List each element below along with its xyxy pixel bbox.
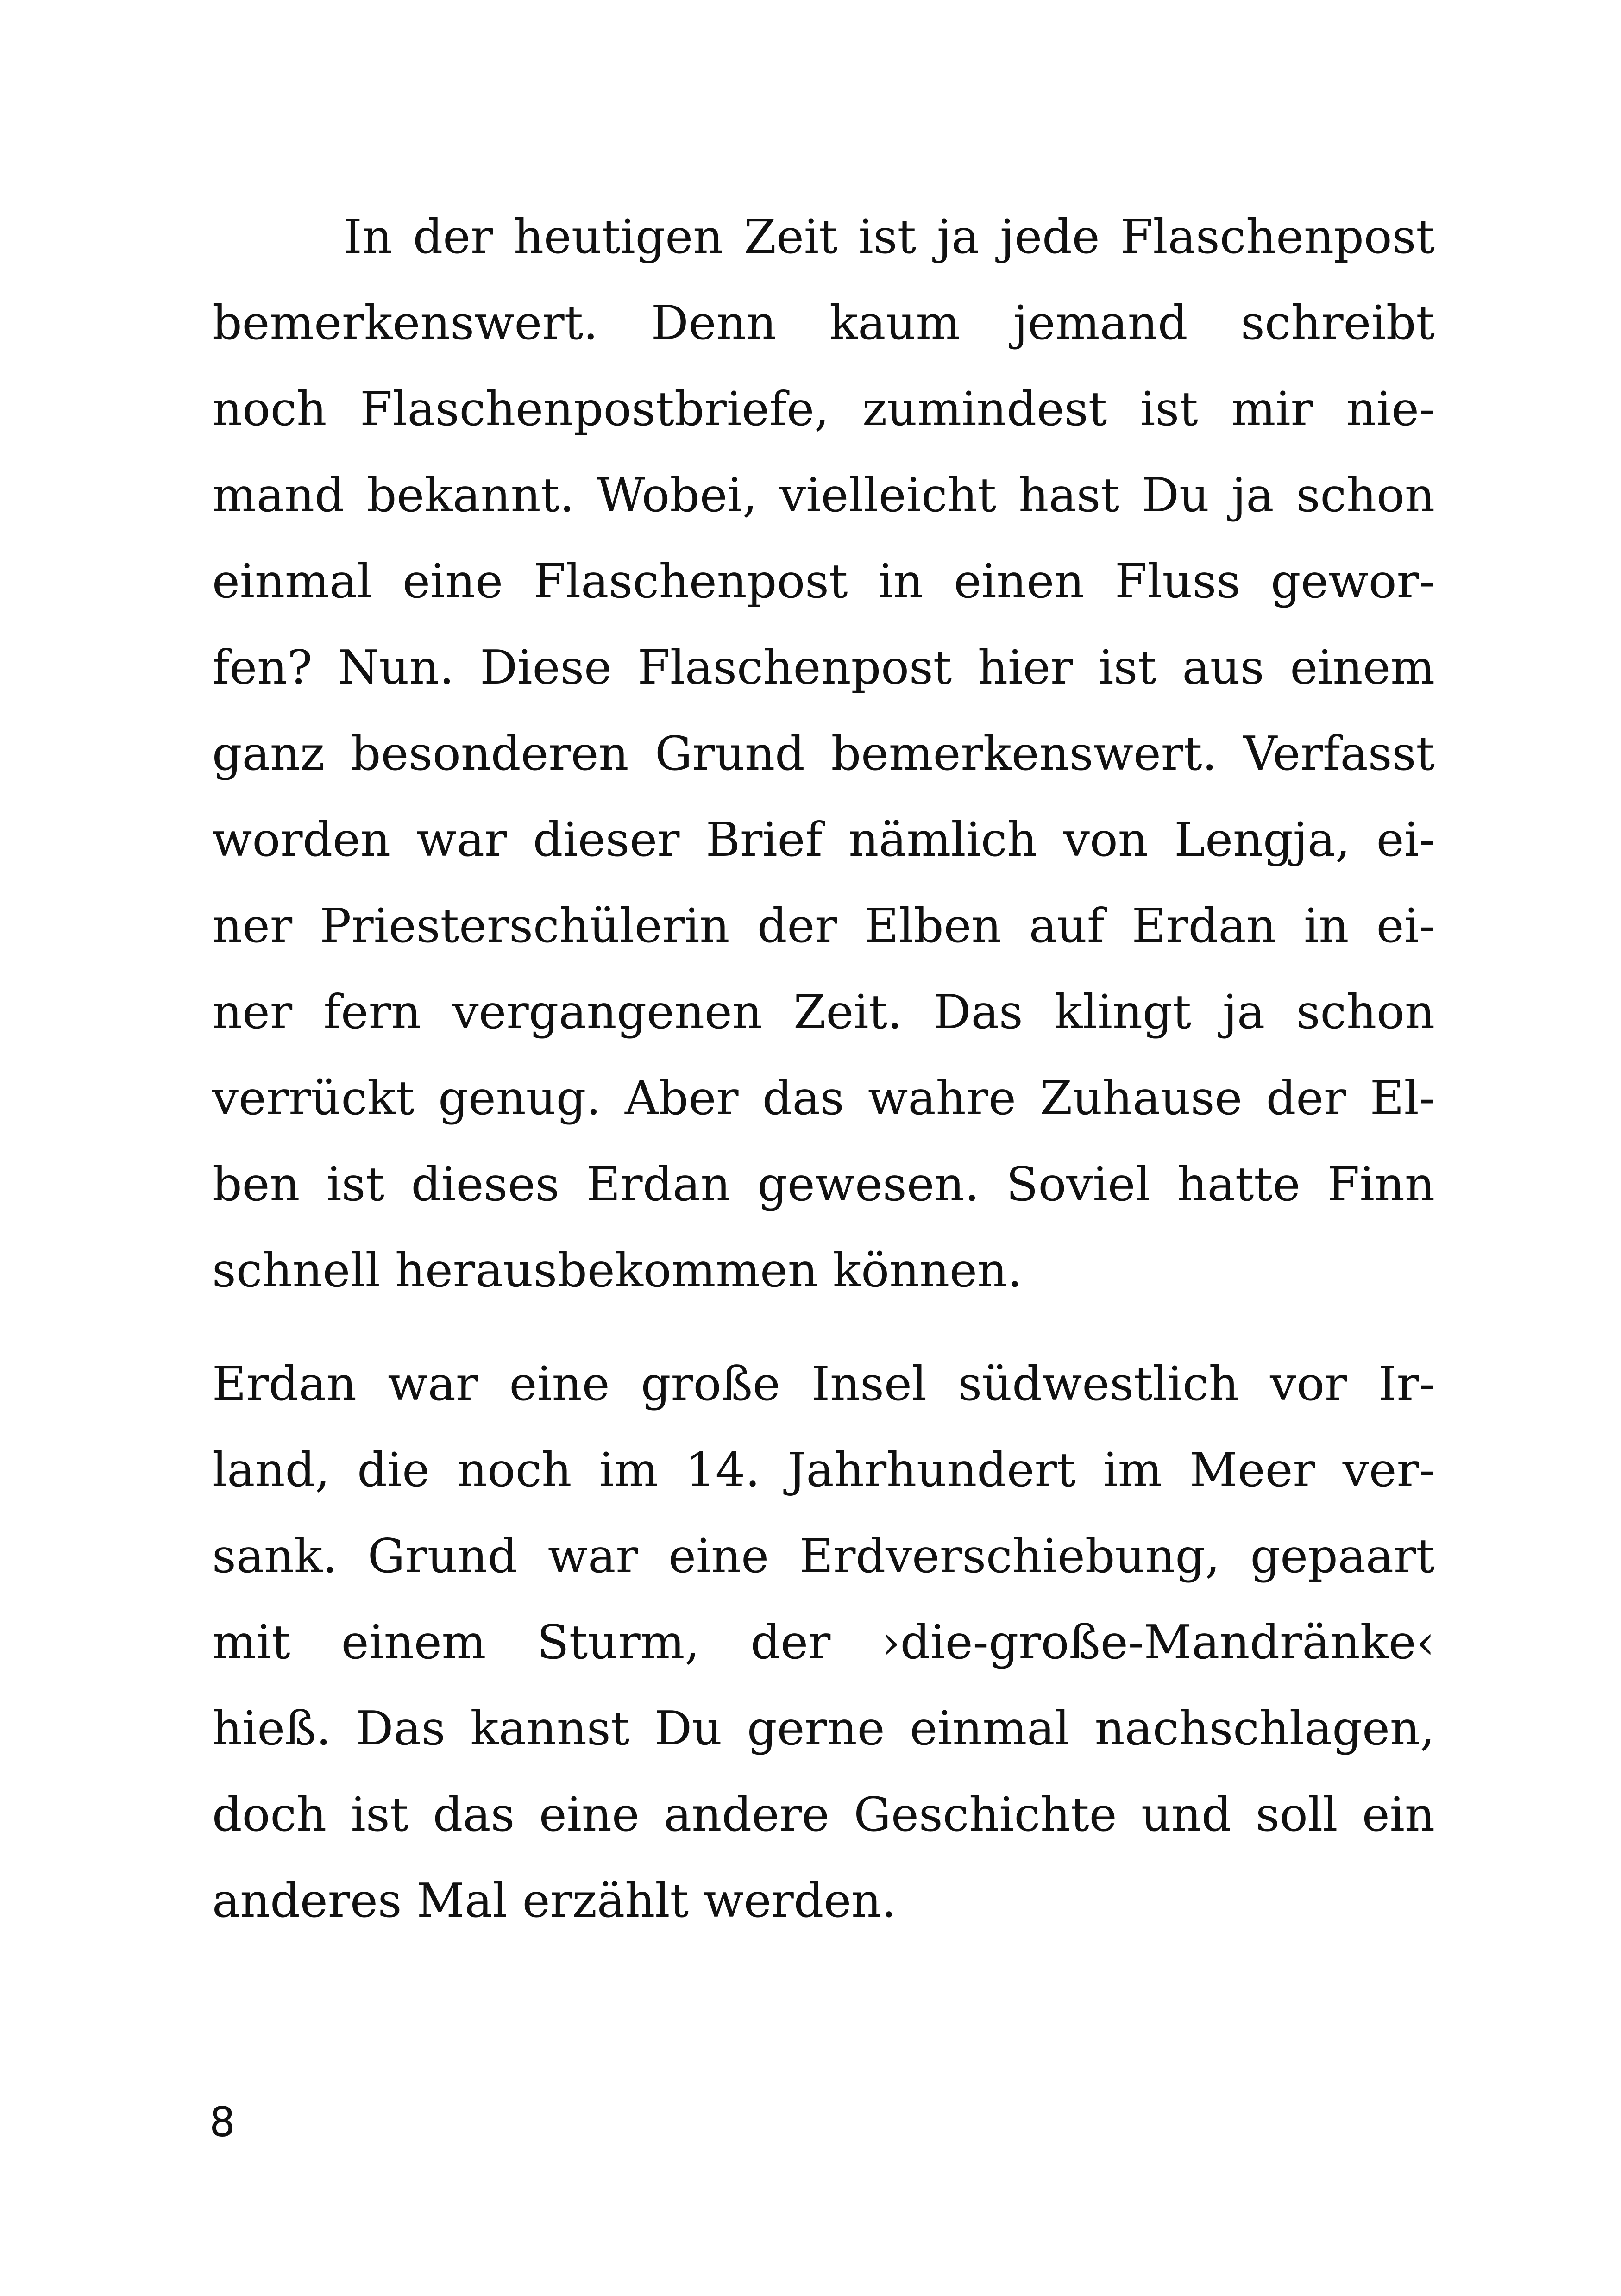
text-line: hieß. Das kannst Du gerne einmal nachschlagen, — [212, 1701, 1435, 1756]
paragraph-2 — [212, 1341, 1435, 1944]
text-line: sank. Grund war eine Erdverschiebung, gepaart — [212, 1529, 1435, 1583]
text-line: ner fern vergangenen Zeit. Das klingt ja schon — [212, 985, 1435, 1039]
text-line: ganz besonderen Grund bemerkenswert. Verfasst — [212, 726, 1435, 781]
text-line: verrückt genug. Aber das wahre Zuhause der El- — [212, 1071, 1435, 1125]
text-line: worden war dieser Brief nämlich von Lengja, ei- — [212, 812, 1435, 867]
text-line: ben ist dieses Erdan gewesen. Soviel hatte Finn — [212, 1157, 1435, 1211]
text-line: schnell herausbekommen können. — [212, 1243, 1023, 1298]
text-line: land, die noch im 14. Jahrhundert im Meer ver- — [212, 1443, 1435, 1497]
text-line: In der heutigen Zeit ist ja jede Flaschenpost — [344, 209, 1435, 264]
page-number: 8 — [209, 2098, 235, 2146]
text-line: Erdan war eine große Insel südwestlich vor Ir- — [212, 1356, 1435, 1411]
text-line: mit einem Sturm, der ›die-große-Mandränke‹ — [212, 1615, 1435, 1669]
text-line: ner Priesterschülerin der Elben auf Erdan in ei- — [212, 898, 1435, 953]
text-line: noch Flaschenpostbriefe, zumindest ist mir nie- — [212, 382, 1435, 436]
text-line: mand bekannt. Wobei, vielleicht hast Du ja schon — [212, 468, 1435, 522]
text-line: bemerkenswert. Denn kaum jemand schreibt — [212, 295, 1435, 350]
text-line: doch ist das eine andere Geschichte und soll ein — [212, 1787, 1435, 1842]
text-line: einmal eine Flaschenpost in einen Fluss gewor- — [212, 554, 1435, 609]
text-line: anderes Mal erzählt werden. — [212, 1873, 897, 1928]
paragraph-1 — [212, 194, 1435, 1313]
text-line: fen? Nun. Diese Flaschenpost hier ist aus einem — [212, 640, 1435, 695]
